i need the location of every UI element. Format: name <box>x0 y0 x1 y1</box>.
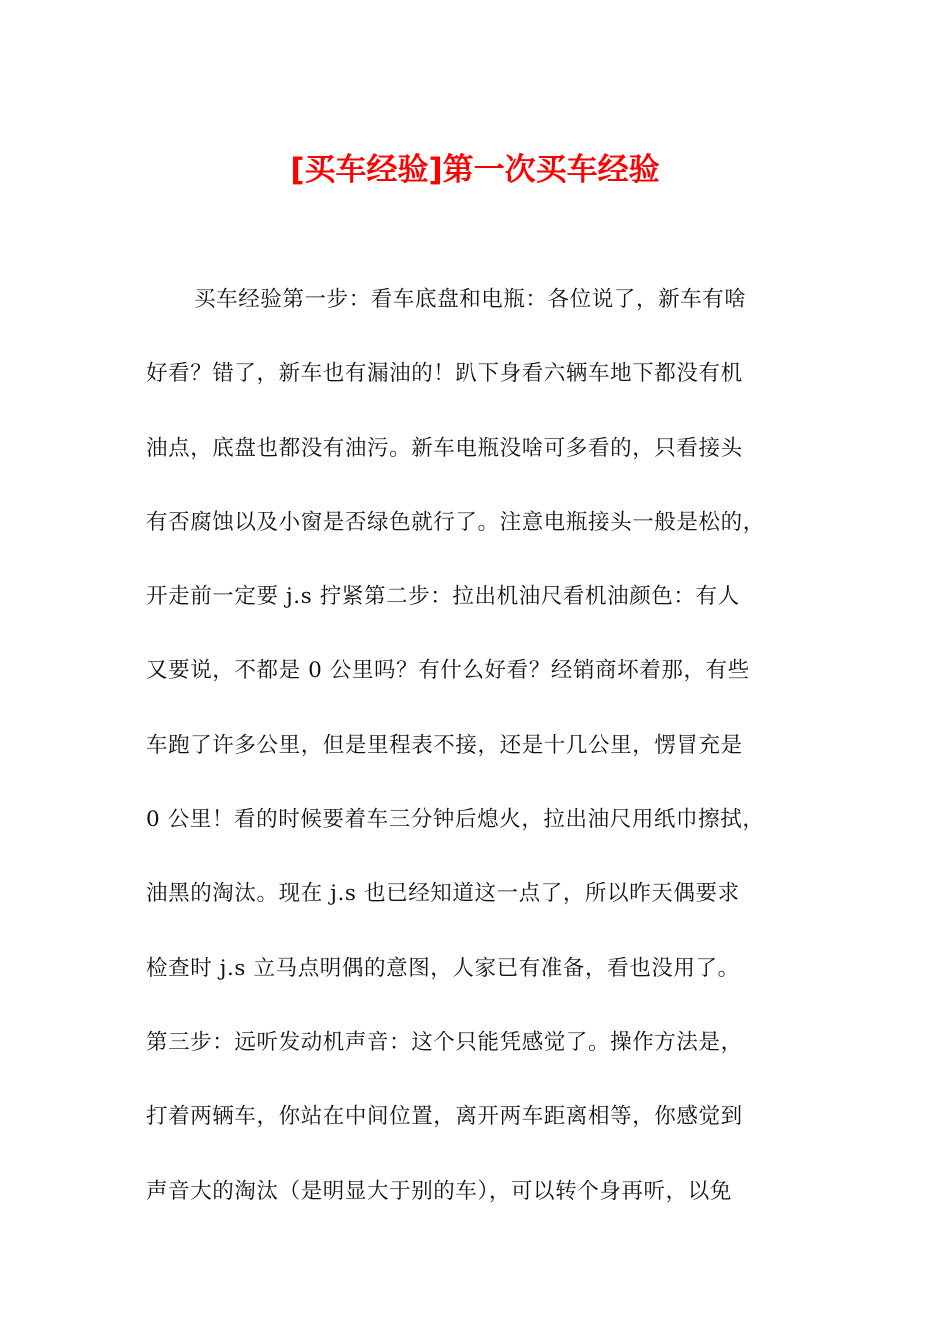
document-body <box>146 278 806 1244</box>
paragraph-line: 打着两辆车，你站在中间位置，离开两车距离相等，你感觉到 <box>146 1104 743 1130</box>
paragraph-line: 买车经验第一步：看车底盘和电瓶：各位说了，新车有啥 <box>194 287 747 312</box>
paragraph-line: 又要说，不都是 0 公里吗？有什么好看？经销商坏着那，有些 <box>146 658 750 684</box>
paragraph-line: 检查时 j.s 立马点明偶的意图，人家已有准备，看也没用了。 <box>146 955 740 981</box>
paragraph-line: 车跑了许多公里，但是里程表不接，还是十几公里，愣冒充是 <box>146 732 743 758</box>
paragraph-line: 0 公里！看的时候要着车三分钟后熄火，拉出油尺用纸巾擦拭， <box>146 807 765 833</box>
paragraph-line: 第三步：远听发动机声音：这个只能凭感觉了。操作方法是， <box>146 1029 743 1055</box>
paragraph-line: 有否腐蚀以及小窗是否绿色就行了。注意电瓶接头一般是松的， <box>146 509 765 535</box>
paragraph-line: 好看？错了，新车也有漏油的！趴下身看六辆车地下都没有机 <box>146 361 743 387</box>
paragraph-line: 油黑的淘汰。现在 j.s 也已经知道这一点了，所以昨天偶要求 <box>146 881 740 907</box>
document-title: [买车经验]第一次买车经验 <box>290 152 660 188</box>
paragraph-line: 油点，底盘也都没有油污。新车电瓶没啥可多看的，只看接头 <box>146 435 743 461</box>
paragraph-line: 声音大的淘汰（是明显大于别的车），可以转个身再听，以免 <box>146 1178 732 1204</box>
paragraph-line: 开走前一定要 j.s 拧紧第二步：拉出机油尺看机油颜色：有人 <box>146 584 740 610</box>
